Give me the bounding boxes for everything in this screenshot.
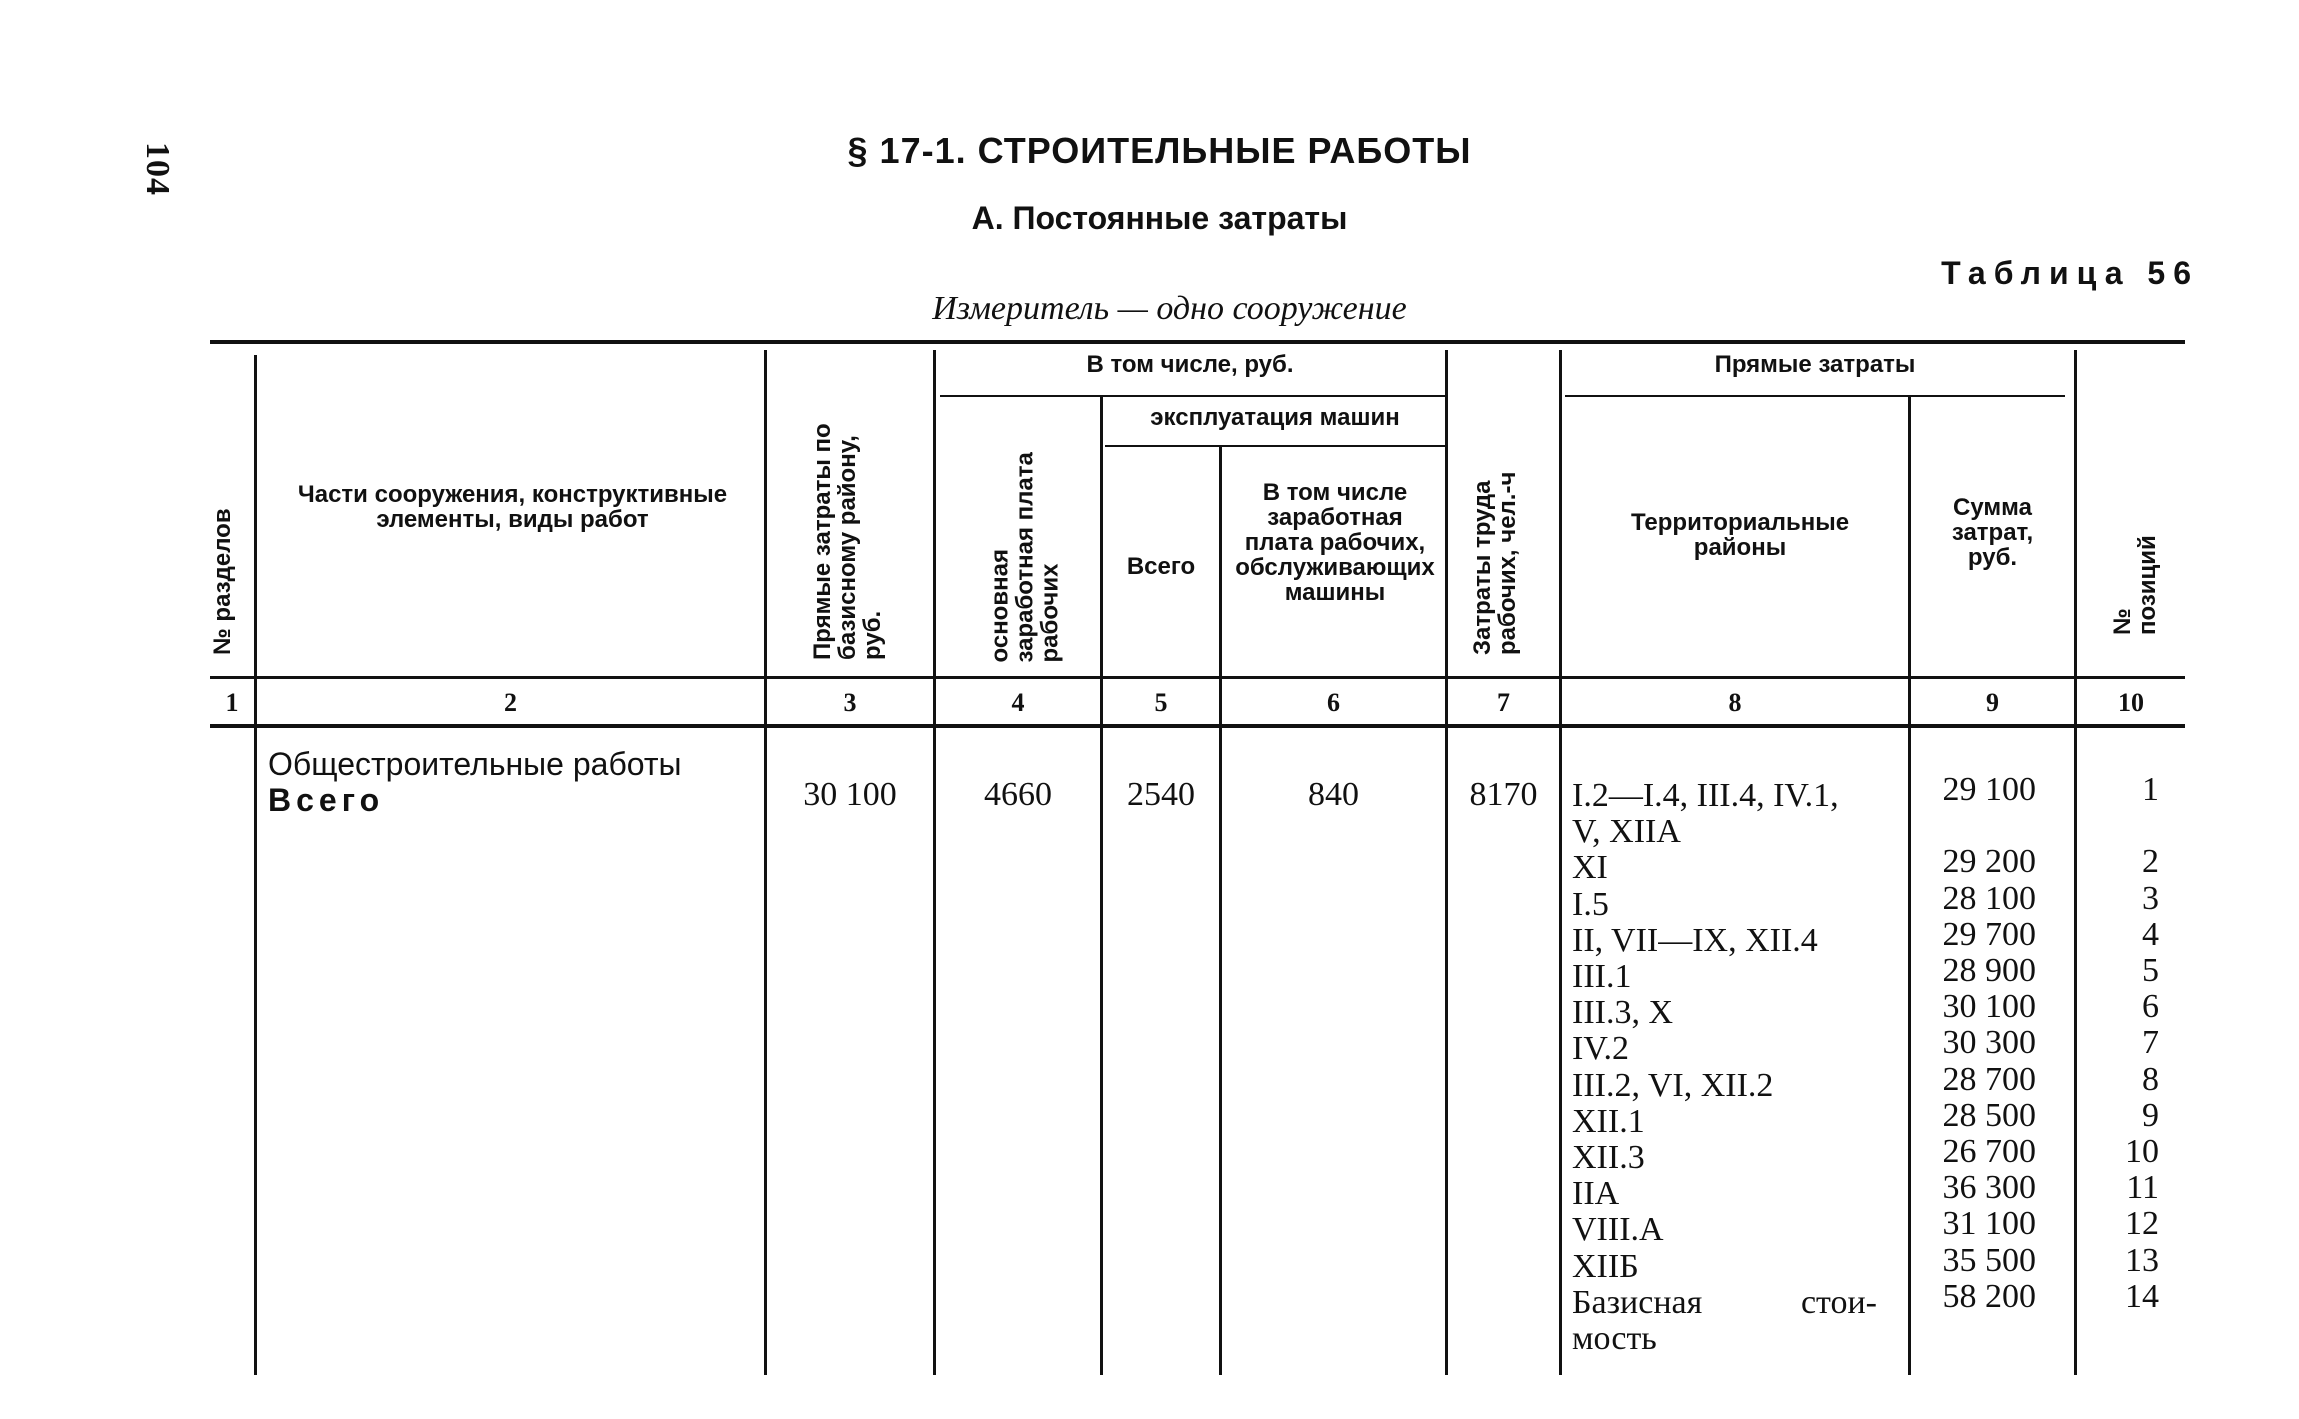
sum-item: 29 100 bbox=[1942, 771, 2036, 808]
column-number: 1 bbox=[225, 688, 239, 717]
sum-item: 30 100 bbox=[1942, 988, 2036, 1026]
sum-item: 36 300 bbox=[1942, 1169, 2036, 1207]
machines-wage-value: 840 bbox=[1308, 776, 1359, 813]
position-item: 9 bbox=[2142, 1096, 2159, 1134]
position-item: 5 bbox=[2142, 952, 2159, 990]
sum-item: 31 100 bbox=[1942, 1205, 2036, 1243]
column-number: 4 bbox=[1011, 688, 1025, 717]
direct-costs-value: 30 100 bbox=[803, 776, 897, 813]
column-number: 3 bbox=[843, 688, 857, 717]
position-item: 7 bbox=[2142, 1024, 2159, 1062]
position-item: 13 bbox=[2125, 1241, 2159, 1279]
header-position: № позиций bbox=[2109, 535, 2161, 635]
header-sum: Сумма затрат, руб. bbox=[1951, 494, 2034, 571]
position-item: 6 bbox=[2142, 988, 2159, 1026]
position-item: 3 bbox=[2142, 879, 2159, 917]
position-item: 14 bbox=[2125, 1277, 2159, 1315]
table-label: Таблица 56 bbox=[1941, 255, 2199, 291]
position-item: 12 bbox=[2125, 1205, 2159, 1243]
region-item: Базисная стои- bbox=[1572, 1283, 1877, 1321]
region-item: XIIБ bbox=[1572, 1247, 1639, 1285]
header-regions: Территориальные районы bbox=[1630, 509, 1850, 561]
position-item bbox=[2077, 1315, 2159, 1351]
position-item: 10 bbox=[2125, 1133, 2159, 1171]
sum-item: 26 700 bbox=[1942, 1133, 2036, 1171]
region-item: III.1 bbox=[1572, 958, 1632, 996]
measure-caption: Измеритель — одно сооружение bbox=[932, 290, 1407, 327]
sum-item: 30 300 bbox=[1942, 1024, 2036, 1062]
header-base-wage: основная заработная плата рабочих bbox=[986, 452, 1064, 663]
column-number: 10 bbox=[2118, 688, 2144, 717]
region-item: XII.1 bbox=[1572, 1102, 1645, 1140]
region-item: I.2—I.4, III.4, IV.1, bbox=[1572, 777, 1839, 814]
column-number: 9 bbox=[1986, 688, 1999, 717]
sum-item: 29 700 bbox=[1942, 915, 2036, 953]
sum-item bbox=[1911, 808, 2036, 844]
subtitle: А. Постоянные затраты bbox=[971, 200, 1348, 236]
region-item: мость bbox=[1572, 1320, 1657, 1358]
header-section-number: № разделов bbox=[209, 508, 236, 655]
sums-list bbox=[1911, 772, 2036, 1351]
region-item: III.3, X bbox=[1572, 994, 1674, 1032]
column-number: 5 bbox=[1154, 688, 1168, 717]
position-item: 4 bbox=[2142, 915, 2159, 953]
column-number: 8 bbox=[1728, 688, 1742, 717]
section-title: § 17-1. СТРОИТЕЛЬНЫЕ РАБОТЫ bbox=[847, 130, 1472, 171]
page-number: 104 bbox=[139, 142, 176, 196]
sum-item bbox=[1911, 1315, 2036, 1351]
work-name-line1: Общестроительные работы bbox=[268, 746, 682, 782]
machines-total-value: 2540 bbox=[1127, 776, 1195, 813]
position-item: 2 bbox=[2142, 843, 2159, 881]
header-machines-total: Всего bbox=[1126, 553, 1196, 580]
region-item: IIA bbox=[1572, 1175, 1620, 1213]
position-item: 1 bbox=[2142, 771, 2159, 808]
base-wage-value: 4660 bbox=[984, 776, 1052, 813]
position-item bbox=[2077, 808, 2159, 844]
position-item: 8 bbox=[2142, 1060, 2159, 1098]
region-item: I.5 bbox=[1572, 885, 1609, 923]
column-number: 7 bbox=[1497, 688, 1510, 717]
labor-value: 8170 bbox=[1469, 776, 1538, 813]
region-item: VIII.A bbox=[1572, 1211, 1664, 1249]
sum-item: 28 100 bbox=[1942, 879, 2036, 917]
region-item: IV.2 bbox=[1572, 1030, 1629, 1068]
header-direct-base: Прямые затраты по базисному району, руб. bbox=[809, 423, 886, 660]
header-machines-wage: В том числе заработная плата рабочих, обслуживающих машины bbox=[1235, 479, 1435, 606]
region-item: V, XIIA bbox=[1572, 813, 1681, 851]
sum-item: 35 500 bbox=[1942, 1241, 2036, 1279]
sum-item: 28 700 bbox=[1942, 1060, 2036, 1098]
header-parts: Части сооружения, конструктивные элементы, виды работ bbox=[297, 481, 728, 533]
positions-list bbox=[2077, 772, 2159, 1351]
header-group-direct: Прямые затраты bbox=[1714, 351, 1916, 378]
header-group-including: В том числе, руб. bbox=[1086, 351, 1294, 378]
work-name-line2: Всего bbox=[268, 782, 385, 818]
sum-item: 28 500 bbox=[1942, 1096, 2036, 1134]
sum-item: 29 200 bbox=[1942, 843, 2036, 881]
column-number: 2 bbox=[504, 688, 517, 717]
region-item: III.2, VI, XII.2 bbox=[1572, 1066, 1774, 1104]
column-number: 6 bbox=[1327, 688, 1340, 717]
regions-list bbox=[1572, 778, 1902, 1357]
region-item: II, VII—IX, XII.4 bbox=[1572, 921, 1818, 959]
sum-item: 28 900 bbox=[1942, 952, 2036, 990]
region-item: XI bbox=[1572, 849, 1608, 887]
region-item: XII.3 bbox=[1572, 1139, 1645, 1177]
sum-item: 58 200 bbox=[1942, 1277, 2036, 1315]
position-item: 11 bbox=[2126, 1169, 2159, 1207]
header-group-machines: эксплуатация машин bbox=[1150, 404, 1400, 431]
work-name bbox=[268, 746, 758, 818]
header-labor: Затраты труда рабочих, чел.-ч bbox=[1469, 471, 1521, 655]
